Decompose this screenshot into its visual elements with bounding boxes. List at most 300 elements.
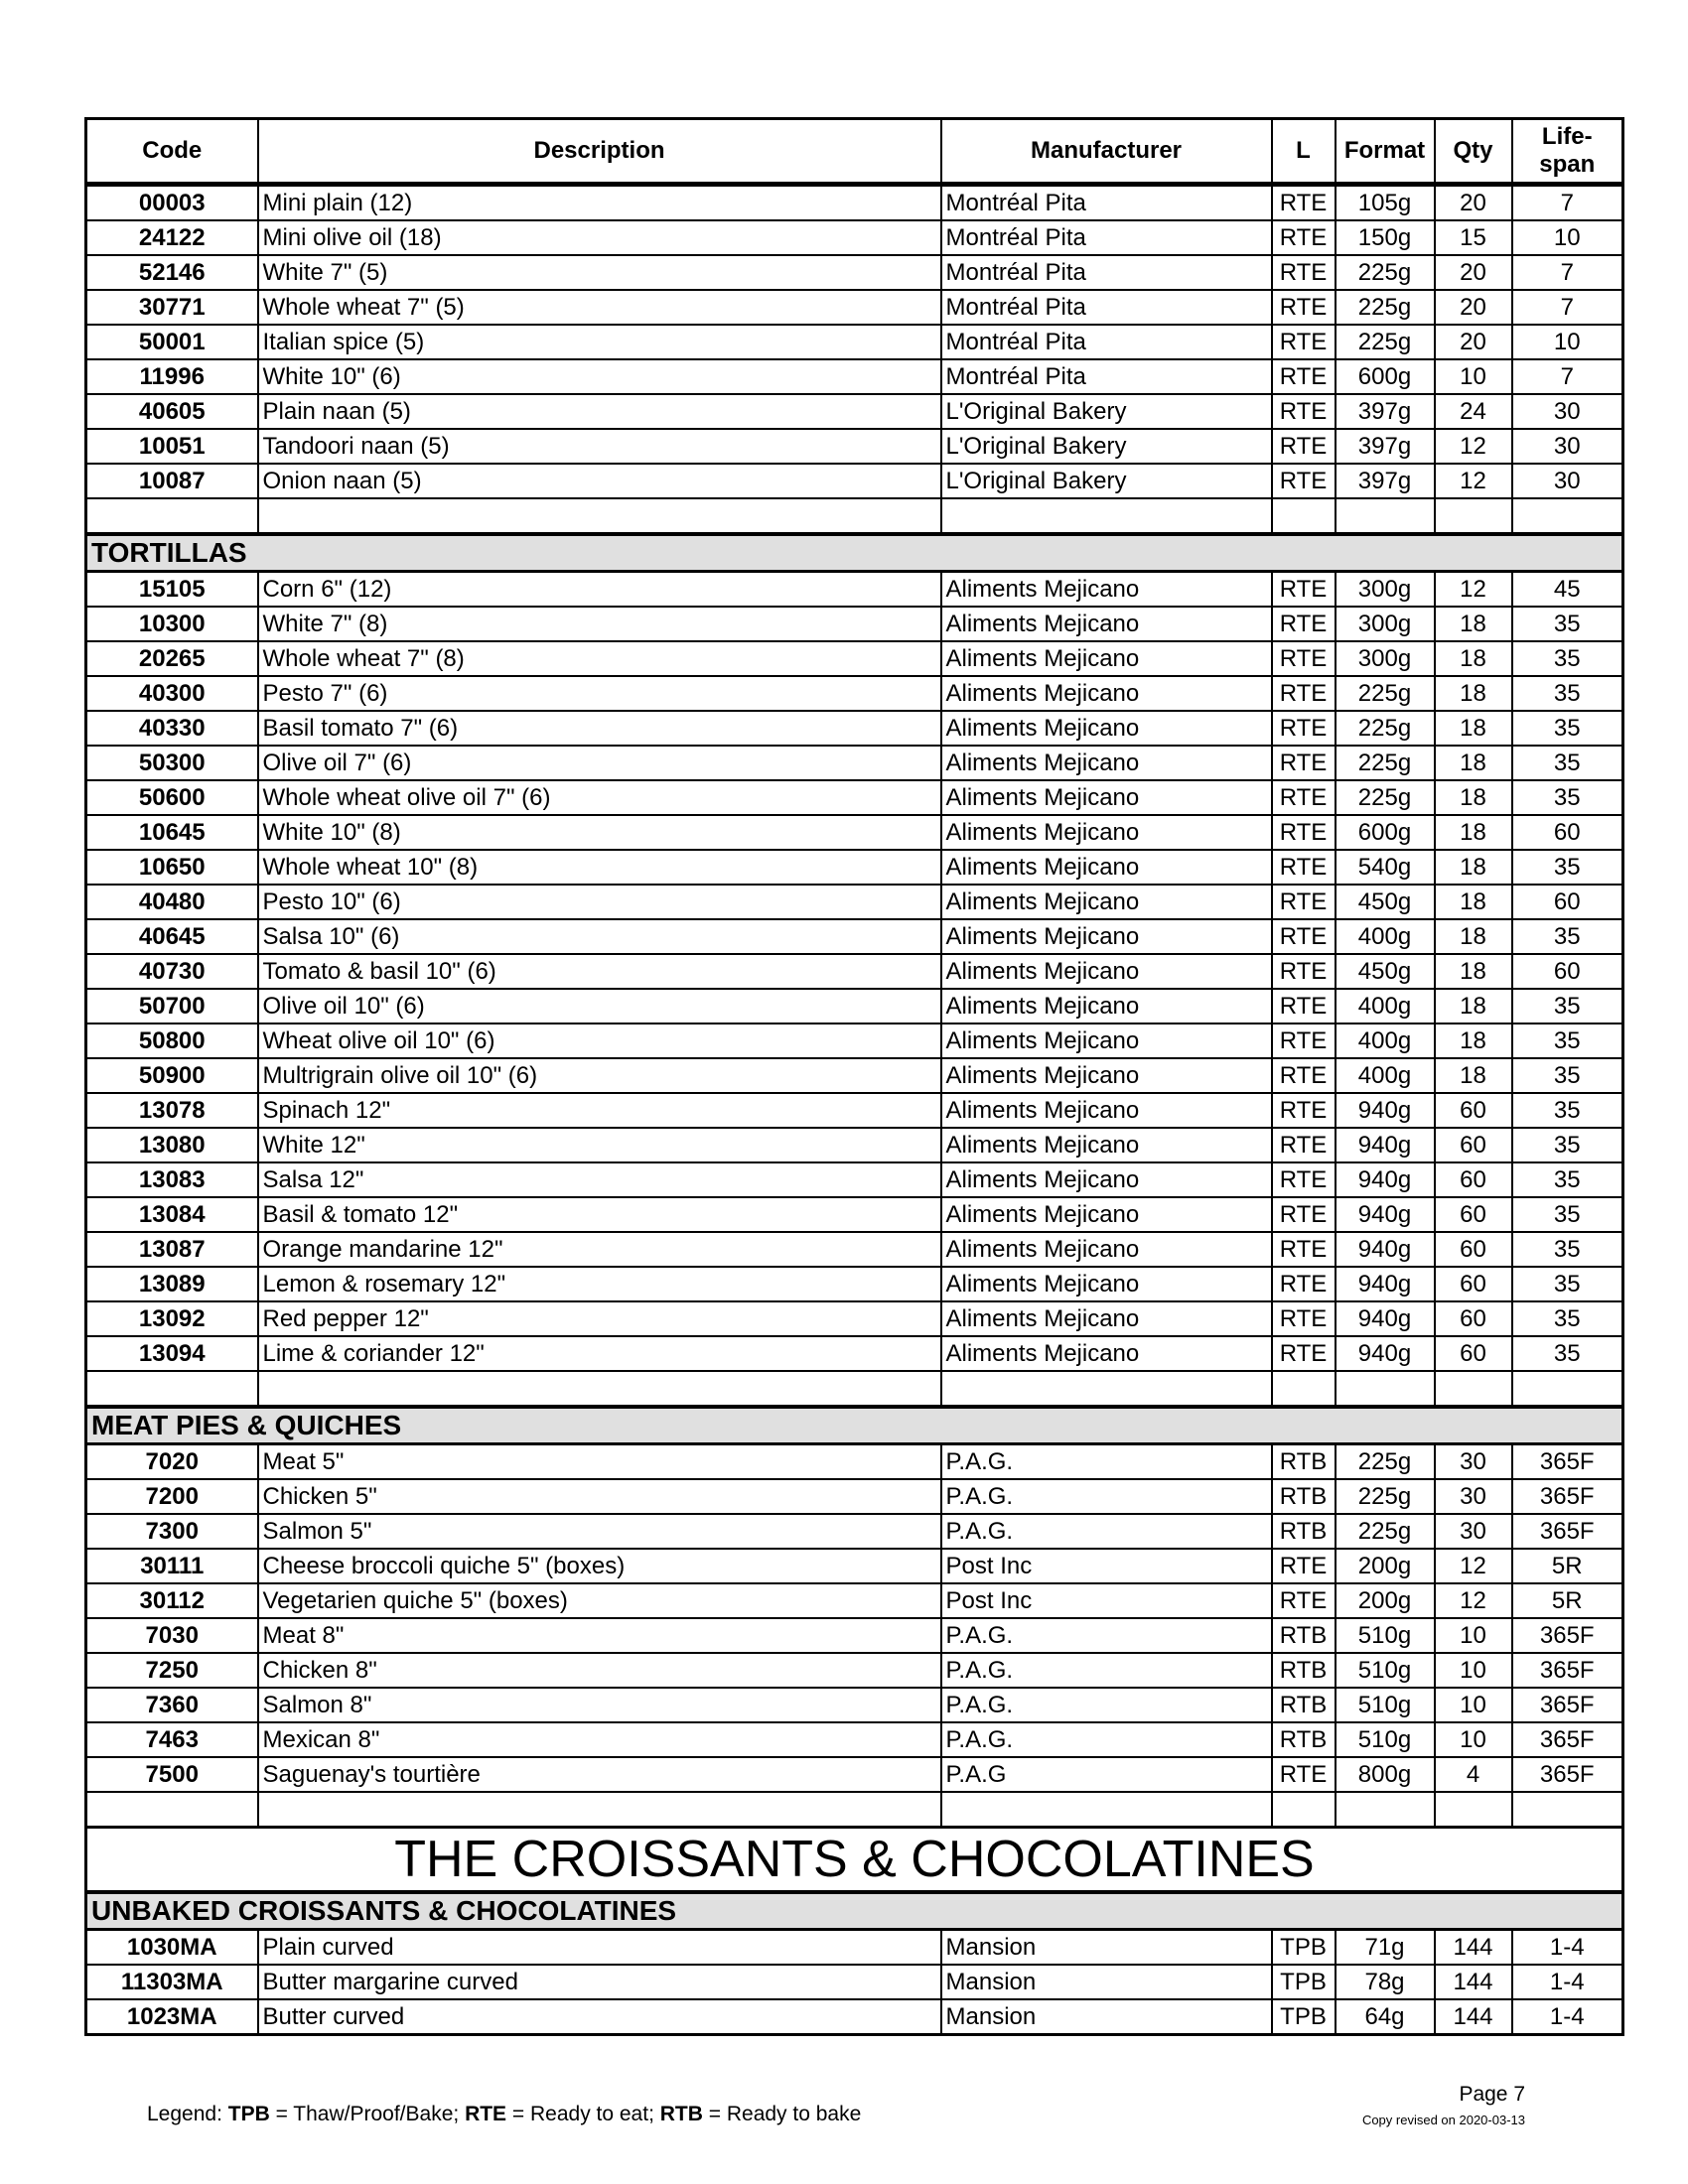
- table-row: [86, 1514, 1623, 1549]
- cell-format: 510g: [1336, 1618, 1435, 1653]
- cell-format: 940g: [1336, 1267, 1435, 1301]
- cell-format: 225g: [1336, 1479, 1435, 1514]
- cell-code: 13094: [86, 1336, 258, 1371]
- cell-lifespan: 7: [1512, 255, 1623, 290]
- cell-qty: 30: [1435, 1479, 1512, 1514]
- cell-l: RTE: [1272, 429, 1336, 464]
- cell-qty: 18: [1435, 1058, 1512, 1093]
- cell-code: 20265: [86, 641, 258, 676]
- cell-format: 940g: [1336, 1128, 1435, 1162]
- cell-code: 30112: [86, 1583, 258, 1618]
- cell-code: 40730: [86, 954, 258, 989]
- cell-qty: 60: [1435, 1232, 1512, 1267]
- cell-lifespan: 365F: [1512, 1444, 1623, 1480]
- legend: [147, 2103, 861, 2126]
- table-row: [86, 1301, 1623, 1336]
- legend-tpb-text: = Thaw/Proof/Bake;: [269, 2103, 466, 2125]
- cell-format: 940g: [1336, 1336, 1435, 1371]
- cell-lifespan: 365F: [1512, 1722, 1623, 1757]
- cell-description: Wheat olive oil 10" (6): [258, 1024, 941, 1058]
- empty-cell: [1272, 1371, 1336, 1407]
- empty-cell: [941, 1371, 1272, 1407]
- table-row: [86, 1058, 1623, 1093]
- cell-qty: 60: [1435, 1162, 1512, 1197]
- table-row: [86, 1965, 1623, 1999]
- cell-code: 7020: [86, 1444, 258, 1480]
- cell-qty: 15: [1435, 220, 1512, 255]
- cell-code: 50600: [86, 780, 258, 815]
- cell-manufacturer: Montréal Pita: [941, 359, 1272, 394]
- cell-description: Lemon & rosemary 12": [258, 1267, 941, 1301]
- legend-label: Legend:: [147, 2103, 228, 2125]
- cell-lifespan: 35: [1512, 1162, 1623, 1197]
- cell-l: RTB: [1272, 1618, 1336, 1653]
- table-row: [86, 572, 1623, 608]
- cell-format: 397g: [1336, 429, 1435, 464]
- cell-l: RTE: [1272, 1301, 1336, 1336]
- cell-qty: 60: [1435, 1128, 1512, 1162]
- table-row: [86, 850, 1623, 885]
- cell-code: 50800: [86, 1024, 258, 1058]
- cell-manufacturer: Montréal Pita: [941, 325, 1272, 359]
- cell-lifespan: 35: [1512, 1301, 1623, 1336]
- cell-l: RTE: [1272, 1267, 1336, 1301]
- cell-lifespan: 35: [1512, 607, 1623, 641]
- cell-format: 397g: [1336, 394, 1435, 429]
- cell-qty: 12: [1435, 572, 1512, 608]
- cell-code: 11996: [86, 359, 258, 394]
- section-header-label: MEAT PIES & QUICHES: [86, 1407, 1623, 1444]
- cell-description: Plain curved: [258, 1930, 941, 1966]
- cell-description: Meat 8": [258, 1618, 941, 1653]
- cell-lifespan: 60: [1512, 954, 1623, 989]
- cell-description: Pesto 7" (6): [258, 676, 941, 711]
- empty-cell: [1512, 1371, 1623, 1407]
- cell-manufacturer: P.A.G.: [941, 1444, 1272, 1480]
- cell-lifespan: 35: [1512, 850, 1623, 885]
- cell-l: RTE: [1272, 1024, 1336, 1058]
- cell-qty: 18: [1435, 815, 1512, 850]
- cell-lifespan: 35: [1512, 989, 1623, 1024]
- table-row: [86, 359, 1623, 394]
- header-description: Description: [258, 119, 941, 185]
- cell-description: Mexican 8": [258, 1722, 941, 1757]
- cell-description: Cheese broccoli quiche 5" (boxes): [258, 1549, 941, 1583]
- cell-manufacturer: L'Original Bakery: [941, 429, 1272, 464]
- cell-qty: 18: [1435, 919, 1512, 954]
- cell-format: 200g: [1336, 1583, 1435, 1618]
- cell-lifespan: 35: [1512, 919, 1623, 954]
- cell-manufacturer: Aliments Mejicano: [941, 780, 1272, 815]
- table-row: [86, 711, 1623, 746]
- cell-qty: 20: [1435, 290, 1512, 325]
- table-row: [86, 1267, 1623, 1301]
- cell-code: 7360: [86, 1688, 258, 1722]
- empty-cell: [1512, 1792, 1623, 1828]
- cell-lifespan: 365F: [1512, 1757, 1623, 1792]
- cell-code: 7500: [86, 1757, 258, 1792]
- cell-qty: 10: [1435, 1722, 1512, 1757]
- legend-rtb-text: = Ready to bake: [702, 2103, 862, 2125]
- cell-lifespan: 35: [1512, 641, 1623, 676]
- table-header: [86, 119, 1623, 185]
- cell-qty: 12: [1435, 1583, 1512, 1618]
- cell-description: Tandoori naan (5): [258, 429, 941, 464]
- cell-l: RTE: [1272, 989, 1336, 1024]
- cell-qty: 4: [1435, 1757, 1512, 1792]
- cell-manufacturer: P.A.G.: [941, 1722, 1272, 1757]
- page-number: Page 7: [1459, 2083, 1525, 2106]
- cell-manufacturer: Montréal Pita: [941, 290, 1272, 325]
- cell-l: RTB: [1272, 1514, 1336, 1549]
- table-row: [86, 1653, 1623, 1688]
- cell-lifespan: 35: [1512, 1024, 1623, 1058]
- cell-code: 50001: [86, 325, 258, 359]
- cell-format: 510g: [1336, 1722, 1435, 1757]
- table-row: [86, 255, 1623, 290]
- cell-lifespan: 10: [1512, 325, 1623, 359]
- cell-code: 7200: [86, 1479, 258, 1514]
- table-row: [86, 989, 1623, 1024]
- cell-format: 225g: [1336, 676, 1435, 711]
- revision-date: Copy revised on 2020-03-13: [1361, 2113, 1525, 2127]
- cell-lifespan: 35: [1512, 1093, 1623, 1128]
- cell-l: RTE: [1272, 954, 1336, 989]
- cell-description: Meat 5": [258, 1444, 941, 1480]
- cell-description: Basil tomato 7" (6): [258, 711, 941, 746]
- cell-format: 71g: [1336, 1930, 1435, 1966]
- cell-format: 940g: [1336, 1197, 1435, 1232]
- cell-description: Pesto 10" (6): [258, 885, 941, 919]
- cell-l: RTE: [1272, 1232, 1336, 1267]
- cell-description: Spinach 12": [258, 1093, 941, 1128]
- cell-format: 397g: [1336, 464, 1435, 498]
- empty-cell: [258, 1792, 941, 1828]
- cell-code: 50900: [86, 1058, 258, 1093]
- cell-description: Olive oil 7" (6): [258, 746, 941, 780]
- cell-l: RTE: [1272, 641, 1336, 676]
- table-row: [86, 1618, 1623, 1653]
- cell-qty: 12: [1435, 464, 1512, 498]
- cell-lifespan: 35: [1512, 746, 1623, 780]
- empty-cell: [1336, 498, 1435, 534]
- cell-description: Salmon 5": [258, 1514, 941, 1549]
- cell-lifespan: 60: [1512, 815, 1623, 850]
- cell-qty: 60: [1435, 1093, 1512, 1128]
- cell-lifespan: 5R: [1512, 1583, 1623, 1618]
- empty-cell: [86, 1371, 258, 1407]
- empty-cell: [1272, 498, 1336, 534]
- cell-manufacturer: L'Original Bakery: [941, 394, 1272, 429]
- cell-format: 540g: [1336, 850, 1435, 885]
- cell-lifespan: 35: [1512, 780, 1623, 815]
- section-header: [86, 534, 1623, 572]
- cell-code: 10051: [86, 429, 258, 464]
- cell-code: 11303MA: [86, 1965, 258, 1999]
- cell-l: RTE: [1272, 1058, 1336, 1093]
- table-row: [86, 641, 1623, 676]
- product-table: [84, 117, 1624, 2036]
- category-title: [86, 1828, 1623, 1893]
- cell-format: 225g: [1336, 255, 1435, 290]
- cell-l: RTE: [1272, 464, 1336, 498]
- cell-format: 225g: [1336, 290, 1435, 325]
- cell-manufacturer: Post Inc: [941, 1583, 1272, 1618]
- empty-cell: [1435, 1371, 1512, 1407]
- empty-row: [86, 1792, 1623, 1828]
- cell-code: 7300: [86, 1514, 258, 1549]
- cell-l: RTE: [1272, 325, 1336, 359]
- cell-qty: 10: [1435, 1653, 1512, 1688]
- cell-l: RTE: [1272, 290, 1336, 325]
- table-row: [86, 290, 1623, 325]
- section-header-label: TORTILLAS: [86, 534, 1623, 572]
- cell-qty: 60: [1435, 1267, 1512, 1301]
- cell-manufacturer: Aliments Mejicano: [941, 815, 1272, 850]
- cell-qty: 18: [1435, 780, 1512, 815]
- empty-cell: [1336, 1371, 1435, 1407]
- cell-description: Whole wheat olive oil 7" (6): [258, 780, 941, 815]
- table-row: [86, 746, 1623, 780]
- cell-lifespan: 365F: [1512, 1514, 1623, 1549]
- cell-lifespan: 35: [1512, 676, 1623, 711]
- cell-code: 13078: [86, 1093, 258, 1128]
- cell-lifespan: 1-4: [1512, 1965, 1623, 1999]
- section-header-label: UNBAKED CROISSANTS & CHOCOLATINES: [86, 1892, 1623, 1930]
- cell-lifespan: 35: [1512, 1336, 1623, 1371]
- cell-format: 150g: [1336, 220, 1435, 255]
- cell-format: 600g: [1336, 359, 1435, 394]
- header-format: Format: [1336, 119, 1435, 185]
- cell-code: 13080: [86, 1128, 258, 1162]
- table-row: [86, 1930, 1623, 1966]
- cell-l: RTE: [1272, 885, 1336, 919]
- cell-manufacturer: Aliments Mejicano: [941, 1058, 1272, 1093]
- cell-lifespan: 30: [1512, 394, 1623, 429]
- cell-description: Saguenay's tourtière: [258, 1757, 941, 1792]
- table-row: [86, 1757, 1623, 1792]
- cell-lifespan: 30: [1512, 464, 1623, 498]
- cell-manufacturer: Aliments Mejicano: [941, 572, 1272, 608]
- cell-lifespan: 35: [1512, 1058, 1623, 1093]
- cell-description: Basil & tomato 12": [258, 1197, 941, 1232]
- cell-code: 13089: [86, 1267, 258, 1301]
- cell-manufacturer: Aliments Mejicano: [941, 607, 1272, 641]
- cell-l: RTE: [1272, 676, 1336, 711]
- cell-qty: 144: [1435, 1965, 1512, 1999]
- cell-lifespan: 5R: [1512, 1549, 1623, 1583]
- cell-l: RTE: [1272, 1549, 1336, 1583]
- header-lifespan: Life-span: [1512, 119, 1623, 185]
- cell-format: 300g: [1336, 572, 1435, 608]
- cell-description: White 12": [258, 1128, 941, 1162]
- cell-l: RTE: [1272, 919, 1336, 954]
- cell-manufacturer: Aliments Mejicano: [941, 850, 1272, 885]
- cell-description: Salmon 8": [258, 1688, 941, 1722]
- cell-manufacturer: Montréal Pita: [941, 255, 1272, 290]
- cell-format: 400g: [1336, 919, 1435, 954]
- cell-manufacturer: Aliments Mejicano: [941, 1093, 1272, 1128]
- cell-l: RTE: [1272, 815, 1336, 850]
- cell-qty: 12: [1435, 429, 1512, 464]
- cell-lifespan: 35: [1512, 1197, 1623, 1232]
- cell-lifespan: 365F: [1512, 1479, 1623, 1514]
- cell-qty: 18: [1435, 711, 1512, 746]
- cell-lifespan: 365F: [1512, 1618, 1623, 1653]
- cell-format: 200g: [1336, 1549, 1435, 1583]
- cell-format: 800g: [1336, 1757, 1435, 1792]
- table-row: [86, 1093, 1623, 1128]
- table-row: [86, 1999, 1623, 2035]
- empty-cell: [86, 498, 258, 534]
- cell-l: RTB: [1272, 1688, 1336, 1722]
- cell-l: RTE: [1272, 711, 1336, 746]
- empty-cell: [941, 498, 1272, 534]
- cell-qty: 20: [1435, 185, 1512, 221]
- table-row: [86, 1722, 1623, 1757]
- empty-cell: [1435, 498, 1512, 534]
- cell-l: TPB: [1272, 1999, 1336, 2035]
- empty-row: [86, 1371, 1623, 1407]
- cell-format: 940g: [1336, 1301, 1435, 1336]
- cell-l: RTE: [1272, 1583, 1336, 1618]
- cell-manufacturer: P.A.G.: [941, 1479, 1272, 1514]
- cell-manufacturer: L'Original Bakery: [941, 464, 1272, 498]
- cell-lifespan: 45: [1512, 572, 1623, 608]
- empty-cell: [1336, 1792, 1435, 1828]
- cell-code: 1030MA: [86, 1930, 258, 1966]
- cell-l: RTE: [1272, 1197, 1336, 1232]
- cell-l: RTE: [1272, 1336, 1336, 1371]
- cell-format: 510g: [1336, 1688, 1435, 1722]
- cell-description: Whole wheat 7" (5): [258, 290, 941, 325]
- header-code: Code: [86, 119, 258, 185]
- cell-description: Butter margarine curved: [258, 1965, 941, 1999]
- cell-l: RTE: [1272, 359, 1336, 394]
- cell-format: 225g: [1336, 325, 1435, 359]
- cell-format: 300g: [1336, 641, 1435, 676]
- table-row: [86, 464, 1623, 498]
- empty-cell: [1272, 1792, 1336, 1828]
- cell-format: 510g: [1336, 1653, 1435, 1688]
- cell-l: RTE: [1272, 1757, 1336, 1792]
- cell-description: Mini olive oil (18): [258, 220, 941, 255]
- cell-description: Corn 6" (12): [258, 572, 941, 608]
- cell-code: 13083: [86, 1162, 258, 1197]
- cell-code: 13087: [86, 1232, 258, 1267]
- table-row: [86, 220, 1623, 255]
- cell-qty: 18: [1435, 885, 1512, 919]
- cell-manufacturer: Aliments Mejicano: [941, 1336, 1272, 1371]
- cell-code: 10650: [86, 850, 258, 885]
- cell-format: 225g: [1336, 711, 1435, 746]
- cell-qty: 60: [1435, 1336, 1512, 1371]
- empty-row: [86, 498, 1623, 534]
- cell-description: Onion naan (5): [258, 464, 941, 498]
- cell-code: 40605: [86, 394, 258, 429]
- cell-format: 600g: [1336, 815, 1435, 850]
- table-row: [86, 1197, 1623, 1232]
- cell-format: 64g: [1336, 1999, 1435, 2035]
- cell-qty: 18: [1435, 850, 1512, 885]
- cell-qty: 24: [1435, 394, 1512, 429]
- table-row: [86, 815, 1623, 850]
- cell-code: 24122: [86, 220, 258, 255]
- cell-l: RTE: [1272, 1162, 1336, 1197]
- cell-code: 10300: [86, 607, 258, 641]
- cell-manufacturer: Aliments Mejicano: [941, 1162, 1272, 1197]
- cell-format: 225g: [1336, 1514, 1435, 1549]
- cell-l: RTB: [1272, 1444, 1336, 1480]
- cell-description: Vegetarien quiche 5" (boxes): [258, 1583, 941, 1618]
- cell-manufacturer: P.A.G.: [941, 1653, 1272, 1688]
- cell-description: Butter curved: [258, 1999, 941, 2035]
- empty-cell: [1435, 1792, 1512, 1828]
- cell-l: RTE: [1272, 572, 1336, 608]
- table-row: [86, 954, 1623, 989]
- table-row: [86, 885, 1623, 919]
- cell-manufacturer: Mansion: [941, 1999, 1272, 2035]
- cell-code: 30771: [86, 290, 258, 325]
- cell-l: RTB: [1272, 1479, 1336, 1514]
- cell-description: Salsa 10" (6): [258, 919, 941, 954]
- cell-code: 40300: [86, 676, 258, 711]
- empty-cell: [258, 498, 941, 534]
- cell-l: RTE: [1272, 220, 1336, 255]
- cell-qty: 18: [1435, 607, 1512, 641]
- cell-lifespan: 35: [1512, 711, 1623, 746]
- section-header: [86, 1407, 1623, 1444]
- cell-code: 15105: [86, 572, 258, 608]
- cell-lifespan: 30: [1512, 429, 1623, 464]
- cell-qty: 10: [1435, 359, 1512, 394]
- cell-l: RTE: [1272, 780, 1336, 815]
- cell-description: Chicken 8": [258, 1653, 941, 1688]
- cell-l: TPB: [1272, 1930, 1336, 1966]
- cell-description: Chicken 5": [258, 1479, 941, 1514]
- cell-lifespan: 7: [1512, 359, 1623, 394]
- cell-code: 00003: [86, 185, 258, 221]
- legend-rtb: RTB: [659, 2103, 703, 2125]
- cell-l: TPB: [1272, 1965, 1336, 1999]
- cell-l: RTB: [1272, 1722, 1336, 1757]
- empty-cell: [941, 1792, 1272, 1828]
- cell-format: 450g: [1336, 954, 1435, 989]
- cell-manufacturer: Aliments Mejicano: [941, 1024, 1272, 1058]
- cell-code: 7030: [86, 1618, 258, 1653]
- cell-description: Red pepper 12": [258, 1301, 941, 1336]
- cell-manufacturer: Aliments Mejicano: [941, 1197, 1272, 1232]
- cell-code: 10087: [86, 464, 258, 498]
- cell-code: 7463: [86, 1722, 258, 1757]
- cell-manufacturer: Aliments Mejicano: [941, 885, 1272, 919]
- cell-l: RTE: [1272, 255, 1336, 290]
- cell-manufacturer: Montréal Pita: [941, 185, 1272, 221]
- legend-tpb: TPB: [227, 2103, 270, 2125]
- cell-manufacturer: P.A.G.: [941, 1618, 1272, 1653]
- table-row: [86, 325, 1623, 359]
- cell-manufacturer: Mansion: [941, 1930, 1272, 1966]
- cell-lifespan: 35: [1512, 1267, 1623, 1301]
- cell-code: 7250: [86, 1653, 258, 1688]
- cell-qty: 20: [1435, 325, 1512, 359]
- cell-lifespan: 7: [1512, 290, 1623, 325]
- empty-cell: [258, 1371, 941, 1407]
- table-row: [86, 919, 1623, 954]
- cell-lifespan: 1-4: [1512, 1999, 1623, 2035]
- cell-qty: 60: [1435, 1301, 1512, 1336]
- cell-description: White 7" (8): [258, 607, 941, 641]
